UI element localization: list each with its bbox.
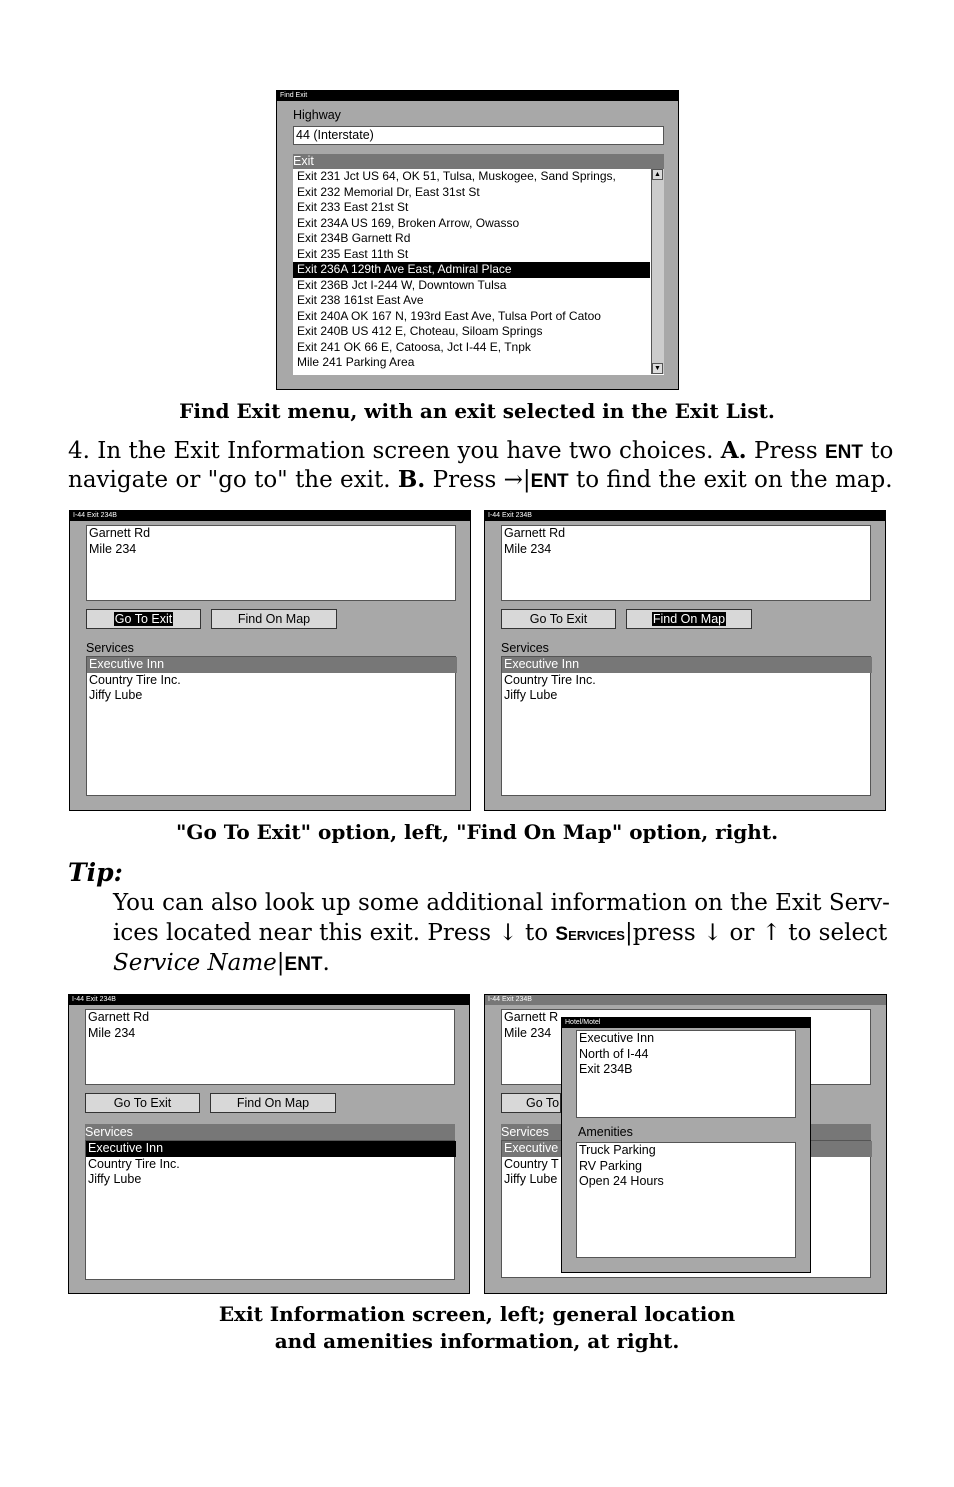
service-row[interactable]: Jiffy Lube xyxy=(504,1172,558,1186)
up-arrow-key: ↑ xyxy=(761,920,781,946)
ent-key: ENT xyxy=(530,471,569,492)
service-row[interactable]: Executive xyxy=(502,1141,872,1157)
service-row[interactable]: Country Tire Inc. xyxy=(504,672,596,687)
step4-text: Press xyxy=(425,467,504,493)
location-line1: Garnett Rd xyxy=(89,526,151,540)
tip-line1: You can also look up some additional information on the Exit Serv- xyxy=(113,890,890,916)
exit-info-screen-find-on-map xyxy=(484,510,886,811)
services-label: Services xyxy=(86,641,134,655)
services-list[interactable] xyxy=(501,656,871,796)
location-box xyxy=(501,525,871,601)
location-line1: Garnett R xyxy=(504,1010,559,1024)
service-row[interactable]: Jiffy Lube xyxy=(504,688,558,702)
service-row[interactable]: Country Tire Inc. xyxy=(89,672,181,687)
amenity-row: Truck Parking xyxy=(579,1143,656,1157)
exit-list-item[interactable]: Exit 233 East 21st St xyxy=(297,200,409,214)
location-line2: Mile 234 xyxy=(88,1025,136,1040)
hotel-motel-popup xyxy=(561,1017,811,1273)
service-row[interactable]: Executive Inn xyxy=(87,657,457,673)
exit-list-item[interactable]: Exit 236B Jct I-244 W, Downtown Tulsa xyxy=(297,277,507,292)
services-key: Services xyxy=(555,924,625,945)
exit-list-item[interactable]: Mile 241 Parking Area xyxy=(297,355,415,369)
separator: | xyxy=(276,950,285,976)
exit-list-item[interactable]: Exit 240B US 412 E, Choteau, Siloam Springs xyxy=(297,324,543,338)
location-line2: Mile 234 xyxy=(89,541,137,556)
tip-text: or xyxy=(722,920,762,946)
exit-list-item[interactable]: Exit 235 East 11th St xyxy=(297,246,409,261)
step4-text: 4. In the Exit Information screen you have two choices. xyxy=(68,438,721,464)
popup-info-box xyxy=(576,1030,796,1118)
service-row[interactable]: Country Tire Inc. xyxy=(88,1156,180,1171)
exit-list-item[interactable]: Exit 240A OK 167 N, 193rd East Ave, Tulsa Port of Catoo xyxy=(297,308,601,323)
popup-line: North of I-44 xyxy=(579,1046,649,1061)
tip-line2 xyxy=(113,918,887,950)
amenities-list[interactable] xyxy=(576,1142,796,1258)
find-on-map-label: Find On Map xyxy=(236,1096,310,1110)
service-row[interactable]: Executive Inn xyxy=(502,657,872,673)
exit-info-screen-amenities xyxy=(484,994,887,1294)
exit-list-scrollbar[interactable] xyxy=(651,169,664,374)
highway-field[interactable] xyxy=(293,126,664,145)
go-to-exit-button[interactable] xyxy=(501,609,616,629)
find-exit-title: Find Exit xyxy=(277,91,678,101)
screen-title: I-44 Exit 234B xyxy=(485,995,886,1005)
ent-key: ENT xyxy=(824,442,863,463)
tip-heading: Tip: xyxy=(68,858,123,887)
tip-line3 xyxy=(113,948,330,980)
exit-list-item[interactable]: Exit 234B Garnett Rd xyxy=(297,231,411,245)
tip-text: . xyxy=(322,950,330,976)
service-row[interactable]: Jiffy Lube xyxy=(89,688,143,702)
go-to-exit-label: Go To Exit xyxy=(529,612,588,626)
exit-list-item[interactable]: Exit 234A US 169, Broken Arrow, Owasso xyxy=(297,215,520,230)
highway-label: Highway xyxy=(293,108,341,122)
right-arrow-key: →| xyxy=(503,467,531,493)
exit-list-item[interactable]: Exit 232 Memorial Dr, East 31st St xyxy=(297,184,480,199)
go-to-exit-button[interactable] xyxy=(86,609,201,629)
caption-find-exit: Find Exit menu, with an exit selected in the Exit List. xyxy=(179,399,775,423)
step4-text: to xyxy=(862,438,894,464)
step4-text: navigate or "go to" the exit. xyxy=(68,467,398,493)
location-line2: Mile 234 xyxy=(504,541,552,556)
exit-list-item[interactable]: Exit 238 161st East Ave xyxy=(297,293,424,307)
tip-text: ices located near this exit. Press xyxy=(113,920,499,946)
highway-value: 44 (Interstate) xyxy=(296,128,374,142)
services-list[interactable] xyxy=(86,656,456,796)
location-line1: Garnett Rd xyxy=(88,1010,150,1024)
step4-choice-a: A. xyxy=(720,437,747,464)
exit-label: Exit xyxy=(293,154,664,169)
ent-key: ENT xyxy=(284,954,323,975)
service-row[interactable]: Jiffy Lube xyxy=(88,1172,142,1186)
services-label: Services xyxy=(501,641,549,655)
exit-info-screen-services xyxy=(68,994,470,1294)
separator: | xyxy=(624,920,633,946)
screen-title: I-44 Exit 234B xyxy=(69,995,469,1005)
popup-title: Hotel/Motel xyxy=(562,1018,810,1028)
caption-amenities-line2: and amenities information, at right. xyxy=(274,1329,680,1353)
screen-title: I-44 Exit 234B xyxy=(70,511,470,521)
caption-amenities-line1: Exit Information screen, left; general location xyxy=(218,1302,736,1326)
scroll-up-icon[interactable]: ▲ xyxy=(652,169,663,180)
go-to-exit-label: Go To Exit xyxy=(114,612,173,626)
popup-line: Exit 234B xyxy=(579,1062,633,1076)
exit-list[interactable] xyxy=(293,169,664,375)
scroll-down-icon[interactable]: ▼ xyxy=(652,363,663,374)
find-on-map-button[interactable] xyxy=(626,609,752,629)
find-on-map-label: Find On Map xyxy=(652,612,726,626)
go-to-exit-label: Go To xyxy=(526,1096,560,1110)
services-list[interactable] xyxy=(85,1140,455,1280)
location-box xyxy=(86,525,456,601)
caption-options: "Go To Exit" option, left, "Find On Map" option, right. xyxy=(175,820,779,844)
location-line2: Mile 234 xyxy=(504,1025,552,1040)
down-arrow-key: ↓ xyxy=(702,920,723,946)
tip-text: to xyxy=(517,920,556,946)
exit-list-item[interactable]: Exit 231 Jct US 64, OK 51, Tulsa, Muskogee, Sand Springs, xyxy=(297,169,616,183)
location-box xyxy=(85,1009,455,1085)
down-arrow-key: ↓ xyxy=(498,920,518,946)
find-exit-screen xyxy=(276,90,679,390)
find-on-map-button[interactable] xyxy=(211,609,337,629)
popup-line: Executive Inn xyxy=(579,1031,655,1045)
step4-line2 xyxy=(68,465,893,497)
step4-line1 xyxy=(68,436,893,468)
step4-text: Press xyxy=(746,438,825,464)
go-to-exit-button[interactable] xyxy=(85,1093,200,1113)
service-name-text: Service Name xyxy=(113,950,277,976)
location-line1: Garnett Rd xyxy=(504,526,566,540)
services-label: Services xyxy=(85,1124,455,1140)
go-to-exit-label: Go To Exit xyxy=(113,1096,172,1110)
tip-text: press xyxy=(632,920,703,946)
tip-text: to select xyxy=(780,920,888,946)
amenity-row: Open 24 Hours xyxy=(579,1174,664,1188)
exit-list-item[interactable]: Exit 241 OK 66 E, Catoosa, Jct I-44 E, Tnpk xyxy=(297,339,531,354)
amenities-label: Amenities xyxy=(578,1125,633,1139)
find-on-map-button[interactable] xyxy=(210,1093,336,1113)
find-on-map-label: Find On Map xyxy=(237,612,311,626)
amenity-row: RV Parking xyxy=(579,1158,642,1173)
exit-info-screen-go-to-exit xyxy=(69,510,471,811)
step4-choice-b: B. xyxy=(397,466,426,493)
step4-text: to find the exit on the map. xyxy=(568,467,893,493)
go-to-exit-button[interactable] xyxy=(501,1093,561,1113)
services-label: Services xyxy=(501,1124,871,1140)
service-row[interactable]: Country T xyxy=(504,1156,559,1171)
exit-list-item[interactable]: Exit 236A 129th Ave East, Admiral Place xyxy=(293,262,650,278)
screen-title: I-44 Exit 234B xyxy=(485,511,885,521)
service-row[interactable]: Executive Inn xyxy=(86,1141,456,1157)
